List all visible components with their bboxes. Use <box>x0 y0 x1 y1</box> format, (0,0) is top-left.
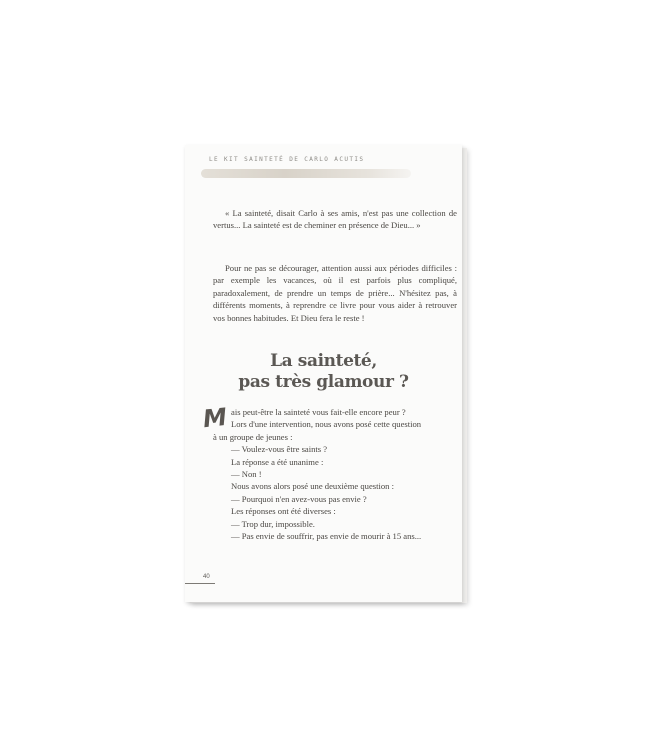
dialog-line: — Voulez-vous être saints ? <box>231 444 328 455</box>
running-head: LE KIT SAINTETÉ DE CARLO ACUTIS <box>209 156 365 163</box>
heading-line-1: La sainteté, <box>270 351 377 371</box>
dialog-line: — Pas envie de souffrir, pas envie de mourir à 15 ans... <box>231 531 422 542</box>
paragraph-text: « La sainteté, disait Carlo à ses amis, n'est pas une collection de vertus... La sainteté est de cheminer en présence de Dieu... » <box>213 208 457 231</box>
paragraph-text: Pour ne pas se décourager, attention aussi aux périodes difficiles : par exemple les vacances, où il est parfois plus compliqué, paradoxalement, de prendre un temps de prière... N'hésitez pas, à différents moments, à reprendre ce livre pour vous aider à retrouver vos bonnes habitudes. Et Dieu fera le reste ! <box>213 263 457 323</box>
advice-paragraph <box>213 262 457 324</box>
dialog-line: Nous avons alors posé une deuxième question : <box>231 481 395 492</box>
dialog-line: — Non ! <box>231 469 262 480</box>
dialog-line: Lors d'une intervention, nous avons posé cette question <box>231 419 422 430</box>
dialog-line: — Pourquoi n'en avez-vous pas envie ? <box>231 493 367 504</box>
page-number-rule <box>185 583 215 584</box>
dialog-section <box>213 406 463 542</box>
heading-line-2: pas très glamour ? <box>238 372 409 392</box>
dialog-line: La réponse a été unanime : <box>231 456 324 467</box>
page-number: 40 <box>203 574 210 580</box>
quote-paragraph <box>213 207 457 232</box>
book-page <box>185 145 462 602</box>
dialog-line: ais peut-être la sainteté vous fait-elle encore peur ? <box>231 407 406 417</box>
dialog-line: Les réponses ont été diverses : <box>231 506 336 517</box>
section-heading <box>185 351 462 393</box>
dialog-line: à un groupe de jeunes : <box>213 431 293 442</box>
drop-cap: M <box>201 402 229 434</box>
brush-stroke-decoration <box>201 169 411 178</box>
dialog-line: — Trop dur, impossible. <box>231 518 315 529</box>
